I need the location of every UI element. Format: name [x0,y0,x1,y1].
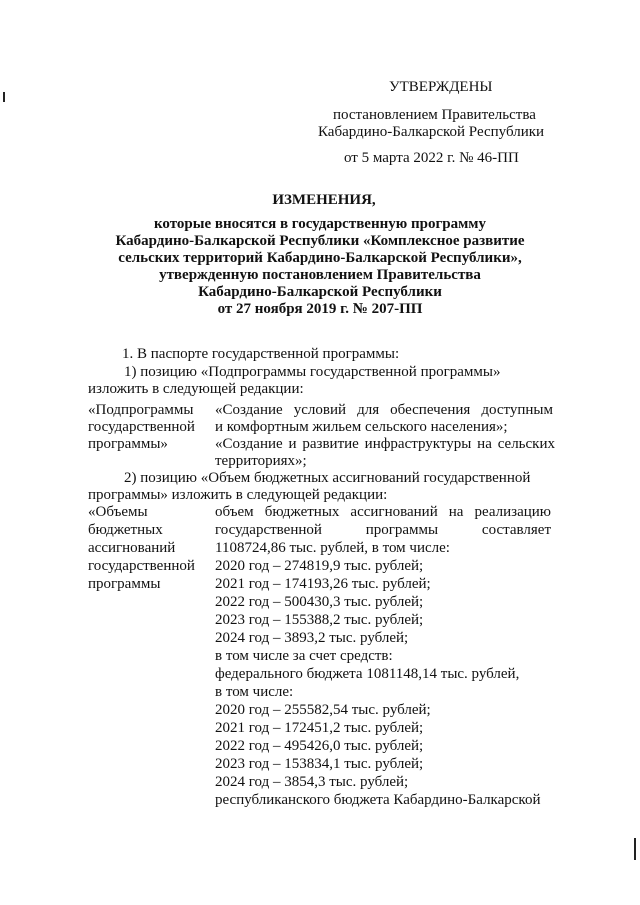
table2-right-line: объем бюджетных ассигнований на реализацию [215,504,551,520]
table2-right-line: государственной программы составляет [215,522,551,538]
table2-right-line: 1108724,86 тыс. рублей, в том числе: [215,540,450,556]
table1-left-line: «Подпрограммы [88,402,194,418]
table2-right-line: 2021 год – 172451,2 тыс. рублей; [215,720,424,736]
approval-title: УТВЕРЖДЕНЫ [389,79,493,95]
table2-right-line: 2022 год – 500430,3 тыс. рублей; [215,594,424,610]
approval-line-2: Кабардино-Балкарской Республики [318,124,545,140]
approval-date: от 5 марта 2022 г. № 46-ПП [344,150,519,166]
table1-right-line: и комфортным жильем сельского населения»; [215,419,508,435]
item-1-1-line-2: изложить в следующей редакции: [88,381,304,397]
item-1-1-line-1: 1) позицию «Подпрограммы государственной программы» [124,364,501,380]
table1-left-line: государственной [88,419,195,435]
table2-right-line: 2020 год – 274819,9 тыс. рублей; [215,558,424,574]
table2-left-line: программы [88,576,161,592]
item-1-2-line-1: 2) позицию «Объем бюджетных ассигнований государственной [124,470,531,486]
table2-left-line: бюджетных [88,522,163,538]
table1-right-line: «Создание и развитие инфраструктуры на сельских [215,436,555,452]
heading-line: Кабардино-Балкарской Республики [198,284,442,300]
scan-mark-right [634,838,636,860]
table2-left-line: государственной [88,558,195,574]
heading-line: Кабардино-Балкарской Республики «Комплексное развитие [115,233,525,249]
item-1: 1. В паспорте государственной программы: [122,346,400,362]
table2-right-line: 2023 год – 153834,1 тыс. рублей; [215,756,424,772]
table2-right-line: 2023 год – 155388,2 тыс. рублей; [215,612,424,628]
table2-right-line: в том числе за счет средств: [215,648,393,664]
table1-left-line: программы» [88,436,168,452]
table2-right-line: 2024 год – 3893,2 тыс. рублей; [215,630,409,646]
heading-line: которые вносятся в государственную программу [153,216,487,232]
table2-right-line: республиканского бюджета Кабардино-Балкарской [215,792,541,808]
table2-right-line: федерального бюджета 1081148,14 тыс. рублей, [215,666,520,682]
table2-left-line: «Объемы [88,504,148,520]
table2-right-line: 2022 год – 495426,0 тыс. рублей; [215,738,424,754]
table1-right-line: территориях»; [215,453,307,469]
heading-line: от 27 ноября 2019 г. № 207-ПП [217,301,423,317]
heading-line: сельских территорий Кабардино-Балкарской Республики», [118,250,522,266]
heading-line: утвержденную постановлением Правительства [159,267,481,283]
item-1-2-line-2: программы» изложить в следующей редакции: [88,487,388,503]
scan-mark-left [3,92,5,102]
table2-right-line: 2021 год – 174193,26 тыс. рублей; [215,576,431,592]
table2-right-line: 2020 год – 255582,54 тыс. рублей; [215,702,431,718]
table2-right-line: 2024 год – 3854,3 тыс. рублей; [215,774,409,790]
table2-right-line: в том числе: [215,684,294,700]
table2-left-line: ассигнований [88,540,176,556]
approval-line-1: постановлением Правительства [333,107,536,123]
document-title: ИЗМЕНЕНИЯ, [272,192,376,208]
table1-right-line: «Создание условий для обеспечения доступным [215,402,553,418]
